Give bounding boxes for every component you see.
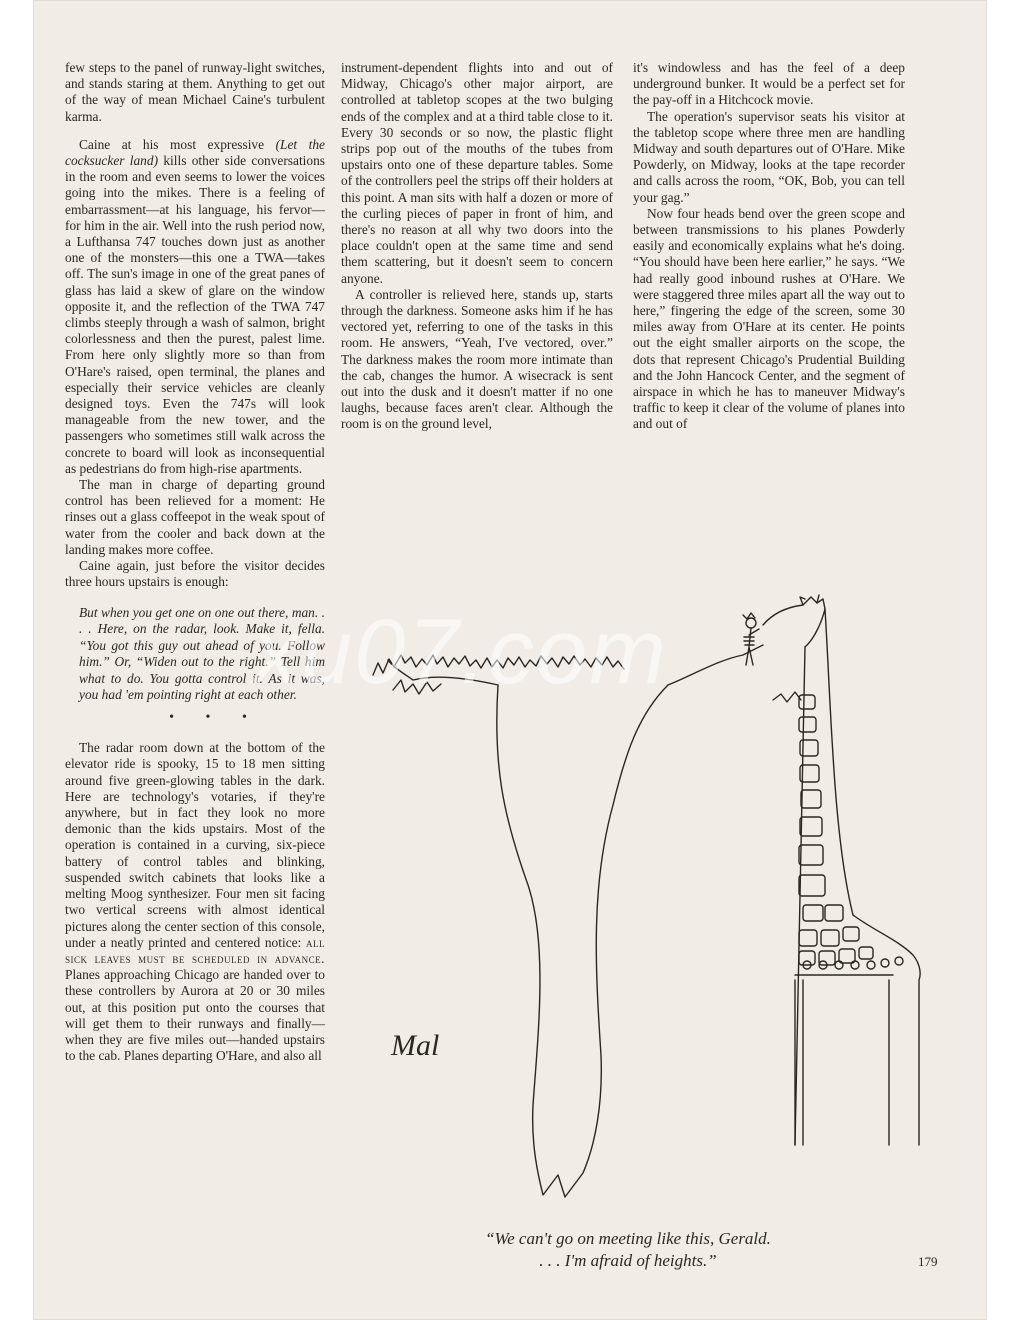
text-run: Planes approaching Chicago are handed over to these controllers by Aurora at 20 or 30 miles out, at this position put onto the courses that will get them to their runways and finally—when they are five miles out—handed upstairs to the cab. Planes departing O'Hare, and also all: [65, 967, 325, 1064]
giraffe-spots: [799, 695, 873, 965]
paragraph: [65, 137, 325, 477]
text-run: kills other side conversations in the room and even seems to lower the voices going into the mikes. There is a feeling of embarrassment—at his language, his fervor—for him in the air. Well into the rush period now, a Lufthansa 747 touches down just as another one of the monsters—this one a TWA—takes off. The sun's image in one of the great panes of glass has laid a skew of glare on the window opposite it, and the reflection of the TWA 747 climbs steeply through a wash of salmon, bright colorlessness and then the purest, palest lime. From here only slightly more so than from O'Hare's raised, open terminal, the planes and especially their service vehicles are cleanly designed toys. Even the 747s will look manageable from the new tower, and the passengers who sometimes still walk across the concrete to board will look as inconsequential as pedestrians do from high-rise apartments.: [65, 153, 326, 476]
giraffe-head: [763, 597, 825, 647]
page-number: 179: [918, 1254, 938, 1269]
article-column-1: [65, 60, 325, 1064]
paragraph: The man in charge of departing ground control has been relieved for a moment: He rinses out a glass coffeepot in the weak spout of water from the cooler and back down at the landing makes more coffee.: [65, 477, 325, 557]
magazine-page: [33, 0, 987, 1320]
tree-canopy: [373, 655, 624, 675]
paragraph: it's windowless and has the feel of a deep underground bunker. It would be a perfect set for the pay-off in a Hitchcock movie.: [633, 60, 905, 108]
italic-run: (Let the cocksucker land): [65, 136, 326, 169]
paragraph: Caine again, just before the visitor decides three hours upstairs is enough:: [65, 558, 325, 590]
paragraph: few steps to the panel of runway-light switches, and stands staring at them. Anything to get out of the way of mean Michael Caine's turbulent karma.: [65, 60, 325, 124]
tree-trunk: [497, 685, 668, 1197]
caption-line-2: . . . I'm afraid of heights.”: [539, 1251, 717, 1270]
text-run: Caine at his most expressive: [79, 136, 276, 152]
block-quote: But when you get one on one out there, man. . . . Here, on the radar, look. Make it, fella. “You got this guy out ahead of you. Follow him.” Or, “Widen out to the right.” Tell him what to do. You gotta control it. As it was, you had 'em pointing right at each other.: [79, 604, 325, 703]
paragraph: The operation's supervisor seats his visitor at the tabletop scope where three men are handling Midway and south departures out of O'Hare. Mike Powderly, on Midway, looks at the tape recorder and calls across the room, “OK, Bob, you can tell your gag.”: [633, 108, 905, 205]
article-column-3: [633, 60, 905, 433]
paragraph: instrument-dependent flights into and out of Midway, Chicago's other major airport, are controlled at tabletop scopes at the two bulging ends of the complex and at a third table close to it. Every 30 seconds or so now, the plastic flight strips pop out of the mouths of the tubes from upstairs onto one of these departure tables. Some of the controllers peel the strips off their holders at this point. A man sits with half a dozen or more of the curling pieces of paper in front of him, and there's no reason at all why two doors into the place couldn't open at the same time and send them scattering, but it doesn't seem to concern anyone.: [341, 60, 613, 286]
paragraph: Now four heads bend over the green scope and between transmissions to his planes Powderly easily and economically explains what he's doing. “You should have been here earlier,” he says. “We had really good inbound rushes at O'Hare. We were staggered three miles apart all the way out to here,” fingering the edge of the screen, some 30 miles away from O'Hare at its center. He points out the eight smaller airports on the scope, the dots that represent Chicago's Prudential Building and the John Hancock Center, and the segment of airspace in which he has to maneuver Midway's traffic to keep it clear of the volume of planes into and out of: [633, 205, 905, 432]
girl-figure: [743, 613, 759, 665]
text-run: The radar room down at the bottom of the elevator ride is spooky, 15 to 18 men sitting around five green-glowing tables in the dark. Here are technology's votaries, if they're anywhere, but in fact they look no more demonic than the kids upstairs. Most of the operation is contained in a curving, six-piece battery of control tables and blinking, suspended switch cabinets that looks like a melting Moog synthesizer. Four men sit facing two vertical screens with almost identical pictures along the center section of this console, under a neatly printed and centered notice:: [65, 740, 325, 950]
cartoon-caption: [413, 1228, 843, 1272]
tree-branch-left: [388, 660, 498, 685]
cartoon-illustration: [333, 585, 923, 1225]
article-column-2: [341, 60, 613, 433]
caption-line-1: “We can't go on meeting like this, Gerald.: [485, 1229, 771, 1248]
section-break: • • •: [169, 710, 261, 726]
paragraph: [65, 740, 325, 1064]
small-caps-notice: all sick leaves must be scheduled in advance.: [65, 934, 325, 966]
giraffe-body: [795, 915, 920, 1145]
artist-signature: Mal: [391, 1029, 440, 1062]
watermark: xu07.com: [253, 601, 668, 703]
paragraph: A controller is relieved here, stands up, starts through the darkness. Someone asks him if he has vectored yet, referring to one of the tasks in this room. He answers, “Yeah, I've vectored, over.” The darkness makes the room more intimate than the cab, changes the humor. A wisecrack is sent out into the dusk and it doesn't matter if no one laughs, because faces aren't clear. Although the room is on the ground level,: [341, 286, 613, 432]
